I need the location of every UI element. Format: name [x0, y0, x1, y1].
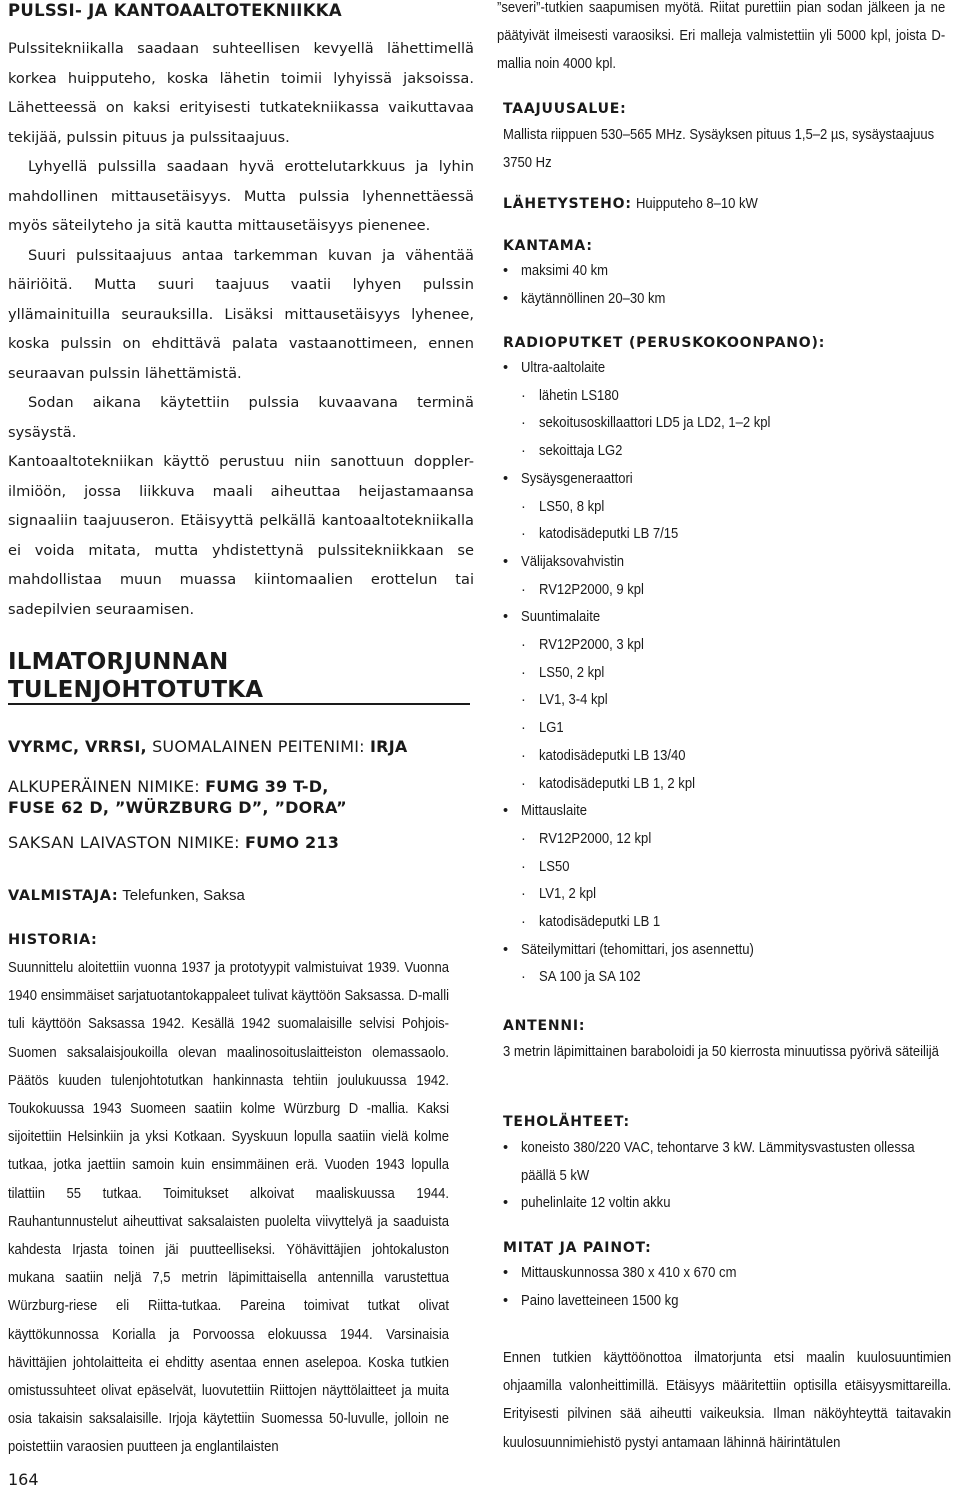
- pulse-paragraph: Lyhyellä pulssilla saadaan hyvä erottelutarkkuus ja lyhin mahdollinen mittausetäisyys. Mutta pulssia lyhennettäessä myös säteilyteho ja sitä kautta mittausetäisyys pienenee.: [8, 158, 474, 234]
- range-label: KANTAMA:: [503, 238, 593, 254]
- codename-line: [8, 736, 407, 758]
- list-item: • Mittauskunnossa 380 x 410 x 670 cm: [503, 1265, 737, 1281]
- pulse-paragraph: Suuri pulssitaajuus antaa tarkemman kuvan ja vähentää häiriöitä. Mutta suuri taajuus vaatii lyhyen pulssin yllämainituilla seurauksilla. Lisäksi mittausetäisyys lyhenee, koska pulssin on ehdittävä palata vastaanottimeen, ennen seuraavan pulssin lähettämistä.: [8, 246, 474, 382]
- list-item: · RV12P2000, 12 kpl: [521, 830, 652, 847]
- list-item: · lähetin LS180: [521, 387, 619, 404]
- tube-group: • Sysäysgeneraattori: [503, 470, 633, 487]
- radar-title: [8, 648, 263, 704]
- original-name-line-2: [8, 797, 347, 819]
- codename-value: IRJA: [370, 737, 408, 756]
- original-name-label: ALKUPERÄINEN NIMIKE:: [8, 777, 200, 796]
- radio-tubes-list: [503, 355, 796, 992]
- list-item: • puhelinlaite 12 voltin akku: [503, 1195, 671, 1212]
- list-item: · LV1, 2 kpl: [521, 886, 597, 903]
- tube-group: • Suuntimalaite: [503, 609, 601, 626]
- dimensions-label: MITAT JA PAINOT:: [503, 1240, 652, 1256]
- section-heading-pulse: PULSSI- JA KANTOAALTOTEKNIIKKA: [8, 1, 342, 20]
- range-list: [503, 258, 681, 313]
- list-item: • koneisto 380/220 VAC, tehontarve 3 kW. Lämmitysvastusten ollessa päällä 5 kW: [503, 1140, 915, 1184]
- manufacturer-value: Telefunken, Saksa: [122, 887, 245, 904]
- power-sources-list: [503, 1135, 953, 1218]
- navy-name-value: FUMO 213: [245, 833, 340, 852]
- list-item: · RV12P2000, 9 kpl: [521, 581, 644, 598]
- list-item: · LS50, 2 kpl: [521, 664, 605, 681]
- list-item: · sekoitusoskillaattori LD5 ja LD2, 1–2 kpl: [521, 415, 771, 432]
- page-number: 164: [8, 1470, 39, 1489]
- transmit-power-label: LÄHETYSTEHO:: [503, 196, 632, 212]
- list-item: · katodisädeputki LB 1: [521, 914, 661, 931]
- closing-text: Ennen tutkien käyttöönottoa ilmatorjunta etsi maalin kuulosuuntimien ohjaamilla valonheittimillä. Etäisyys määritettiin optisilla etäisyysmittareilla. Erityisesti pilvinen sää aiheutti vaikeuksia. Ilman näköyhteyttä taitavakin kuulosuunnimiehistö pystyi antamaan lähinnä häirintätulen: [503, 1350, 952, 1451]
- original-name-value-2: FUSE 62 D, ”WÜRZBURG D”, ”DORA”: [8, 798, 347, 817]
- dimensions-list: [503, 1260, 760, 1315]
- list-item: · LV1, 3-4 kpl: [521, 692, 608, 709]
- frequency-text: Mallista riippuen 530–565 MHz. Sysäyksen pituus 1,5–2 µs, sysäystaajuus 3750 Hz: [503, 127, 935, 172]
- list-item: · katodisädeputki LB 7/15: [521, 526, 679, 543]
- manufacturer-label: VALMISTAJA:: [8, 888, 119, 904]
- radar-title-line-1: ILMATORJUNNAN: [8, 649, 229, 675]
- title-rule: [8, 703, 470, 705]
- antenna-text: 3 metrin läpimittainen baraboloidi ja 50 kierrosta minuutissa pyörivä säteilijä: [503, 1044, 939, 1060]
- continued-text: ”severi”-tutkien saapumisen myötä. Riitat purettiin pian sodan jälkeen ja ne päätyivät ilmeisesti varaosiksi. Eri malleja valmistettiin yli 5000 kpl, joista D-mallia noin 4000 kpl.: [497, 0, 946, 73]
- pulse-paragraph: Sodan aikana käytettiin pulssia kuvaavana terminä sysäystä.: [8, 394, 474, 441]
- list-item: · RV12P2000, 3 kpl: [521, 637, 644, 654]
- list-item: • Paino lavetteineen 1500 kg: [503, 1292, 679, 1309]
- radar-codes: VYRMC, VRRSI,: [8, 737, 147, 756]
- list-item: · sekoittaja LG2: [521, 443, 623, 460]
- antenna-label: ANTENNI:: [503, 1018, 586, 1034]
- list-item: • käytännöllinen 20–30 km: [503, 290, 666, 307]
- pulse-paragraph: Pulssitekniikalla saadaan suhteellisen kevyellä lähettimellä korkea huipputeho, koska lähetin toimii lyhyissä jaksoissa. Lähetteessä on kaksi erityisesti tutkatekniikassa vaikuttavaa tekijää, pulssin pituus ja pulssitaajuus.: [8, 40, 474, 146]
- original-name-line: [8, 776, 329, 798]
- list-item: • maksimi 40 km: [503, 263, 609, 279]
- codename-label: SUOMALAINEN PEITENIMI:: [152, 737, 365, 756]
- tube-group: • Säteilymittari (tehomittari, jos asennettu): [503, 941, 754, 958]
- navy-name-line: [8, 832, 339, 854]
- radar-title-line-2: TULENJOHTOTUTKA: [8, 677, 264, 703]
- history-text: Suunnittelu aloitettiin vuonna 1937 ja prototyypit valmistuivat 1939. Vuonna 1940 ensimmäiset sarjatuotantokappaleet tulivat käyttöön Saksassa. D-malli tuli käyttöön Saksassa 1942. Kesällä 1942 suomalaisille selvisi Pohjois-Suomen saksalaisjoukoilla olevan maalinosoituslaitteiston olemassaolo. Päätös kuuden tulenjohtotutkan hankinnasta tehtiin joulukuussa 1942. Toukokuussa 1943 Suomeen saatiin kolme Würzburg D -mallia. Kaksi sijoitettiin Helsinkiin ja yksi Kotkaan. Syyskuun lopulla saatiin vielä kolme tutkaa, jotka jaettiin samoin kuin ensimmäinen erä. Vuoden 1943 lopulla tilattiin 55 tutkaa. Toimitukset alkoivat maaliskuussa 1944. Rauhantunnustelut aiheuttivat saksalaisten puolelta viivyttelyä ja saaduista kahdesta Irjasta toinen jäi puutteelliseksi. Yöhävittäjien johtokaluston mukana saatiin neljä 7,5 metrin läpimittaisella antennilla varustettua Würzburg-riese eli Riitta-tutkaa. Pareina toimivat tutkat olivat käyttökunnossa Korialla ja Porvoossa elokuussa 1944. Varsinaisia hävittäjien johtolaitteita ei ehditty asentaa ennen aselepoa. Koska tutkien omistussuhteet olivat epäselvät, luovutettiin Riittojen näyttölaitteet ja muita osia takaisin saksalaisille. Irjoja käytettiin Suomessa 50-luvulle, jolloin ne poistettiin varaosien puutteen ja englantilaisten: [8, 960, 449, 1456]
- tube-group: • Mittauslaite: [503, 803, 588, 820]
- history-label: HISTORIA:: [8, 932, 98, 948]
- power-sources-label: TEHOLÄHTEET:: [503, 1114, 630, 1130]
- pulse-paragraph: Kantoaaltotekniikan käyttö perustuu niin sanottuun doppler-ilmiöön, jossa liikkuva maali aiheuttaa heijastamaansa signaaliin taajuuseron. Etäisyyttä pelkällä kantoaaltotekniikalla ei voida mitata, mutta yhdistettynä pulssitekniikkaan se mahdollistaa muun muassa kiintomaalien erottelun tai sadepilvien seuraamisen.: [8, 453, 474, 618]
- list-item: · LS50: [521, 858, 570, 875]
- list-item: · LG1: [521, 720, 564, 737]
- radio-tubes-label: RADIOPUTKET (PERUSKOKOONPANO):: [503, 335, 826, 351]
- frequency-label: TAAJUUSALUE:: [503, 101, 627, 117]
- list-item: · SA 100 ja SA 102: [521, 969, 641, 986]
- transmit-power-line: [503, 194, 771, 214]
- original-name-value-1: FUMG 39 T-D,: [205, 777, 329, 796]
- list-item: · LS50, 8 kpl: [521, 498, 605, 515]
- pulse-body: [8, 34, 474, 624]
- manufacturer-line: [8, 887, 245, 905]
- tube-group: • Välijaksovahvistin: [503, 553, 625, 570]
- tube-group: • Ultra-aaltolaite: [503, 360, 606, 376]
- list-item: · katodisädeputki LB 13/40: [521, 747, 686, 764]
- navy-name-label: SAKSAN LAIVASTON NIMIKE:: [8, 833, 240, 852]
- list-item: · katodisädeputki LB 1, 2 kpl: [521, 775, 695, 792]
- transmit-power-value: Huipputeho 8–10 kW: [635, 196, 758, 212]
